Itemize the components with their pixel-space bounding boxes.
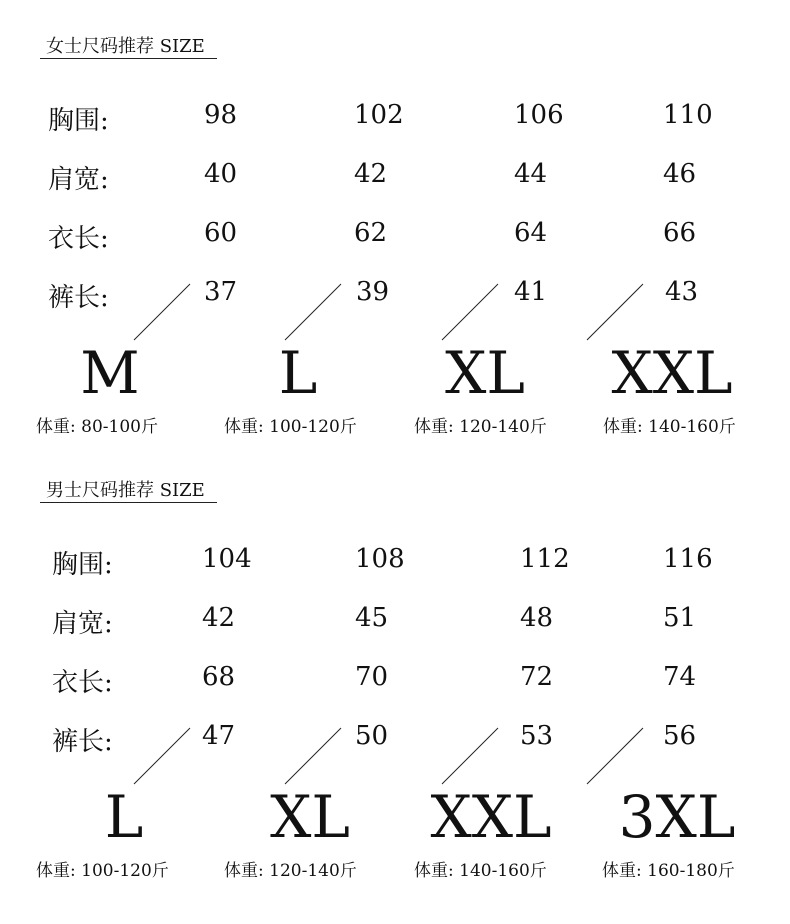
- slash-divider: [134, 728, 190, 784]
- weight-range: 体重: 80-100斤: [36, 417, 158, 437]
- slash-divider: [134, 284, 190, 340]
- men-size-section: [0, 444, 790, 894]
- row-label-shoulder: 肩宽:: [48, 165, 109, 195]
- size-label: M: [80, 339, 140, 407]
- weight-range: 体重: 120-140斤: [414, 417, 547, 437]
- shoulder-value: 48: [520, 603, 554, 633]
- slash-divider: [442, 728, 498, 784]
- pants-value: 43: [665, 277, 699, 307]
- row-label-shoulder: 肩宽:: [52, 609, 113, 639]
- slash-divider: [442, 284, 498, 340]
- women-size-section: [0, 0, 790, 450]
- shoulder-value: 44: [514, 159, 548, 189]
- shoulder-value: 40: [204, 159, 238, 189]
- length-value: 62: [354, 218, 388, 248]
- shoulder-value: 45: [355, 603, 389, 633]
- length-value: 60: [204, 218, 238, 248]
- chest-value: 104: [202, 544, 252, 574]
- weight-range: 体重: 140-160斤: [414, 861, 547, 881]
- row-label-pants: 裤长:: [48, 283, 109, 313]
- row-label-chest: 胸围:: [48, 106, 109, 136]
- length-value: 70: [355, 662, 389, 692]
- pants-value: 41: [514, 277, 548, 307]
- chest-value: 112: [520, 544, 570, 574]
- pants-value: 37: [204, 277, 238, 307]
- length-value: 64: [514, 218, 548, 248]
- shoulder-value: 46: [663, 159, 697, 189]
- length-value: 68: [202, 662, 236, 692]
- pants-value: 56: [663, 721, 697, 751]
- shoulder-value: 42: [354, 159, 388, 189]
- size-label: XL: [270, 783, 350, 851]
- size-label: XXL: [611, 339, 733, 407]
- length-value: 74: [663, 662, 697, 692]
- pants-value: 53: [520, 721, 554, 751]
- weight-range: 体重: 120-140斤: [224, 861, 357, 881]
- size-label: XL: [445, 339, 525, 407]
- weight-range: 体重: 140-160斤: [603, 417, 736, 437]
- size-label: 3XL: [618, 783, 736, 851]
- length-value: 66: [663, 218, 697, 248]
- slash-divider: [285, 728, 341, 784]
- weight-range: 体重: 100-120斤: [224, 417, 357, 437]
- size-label: L: [104, 783, 144, 851]
- chest-value: 106: [514, 100, 564, 130]
- pants-value: 50: [355, 721, 389, 751]
- chest-value: 98: [204, 100, 238, 130]
- size-label: XXL: [430, 783, 552, 851]
- slash-divider: [587, 284, 643, 340]
- weight-range: 体重: 160-180斤: [602, 861, 735, 881]
- weight-range: 体重: 100-120斤: [36, 861, 169, 881]
- slash-divider: [285, 284, 341, 340]
- length-value: 72: [520, 662, 554, 692]
- size-label: L: [278, 339, 318, 407]
- shoulder-value: 42: [202, 603, 236, 633]
- chest-value: 102: [354, 100, 404, 130]
- row-label-chest: 胸围:: [52, 550, 113, 580]
- row-label-pants: 裤长:: [52, 727, 113, 757]
- row-label-length: 衣长:: [52, 668, 113, 698]
- slash-divider: [587, 728, 643, 784]
- row-label-length: 衣长:: [48, 224, 109, 254]
- section-title: 女士尺码推荐 SIZE: [46, 36, 205, 57]
- shoulder-value: 51: [663, 603, 697, 633]
- pants-value: 39: [356, 277, 390, 307]
- pants-value: 47: [202, 721, 236, 751]
- section-title: 男士尺码推荐 SIZE: [46, 480, 205, 501]
- chest-value: 110: [663, 100, 713, 130]
- chest-value: 116: [663, 544, 713, 574]
- chest-value: 108: [355, 544, 405, 574]
